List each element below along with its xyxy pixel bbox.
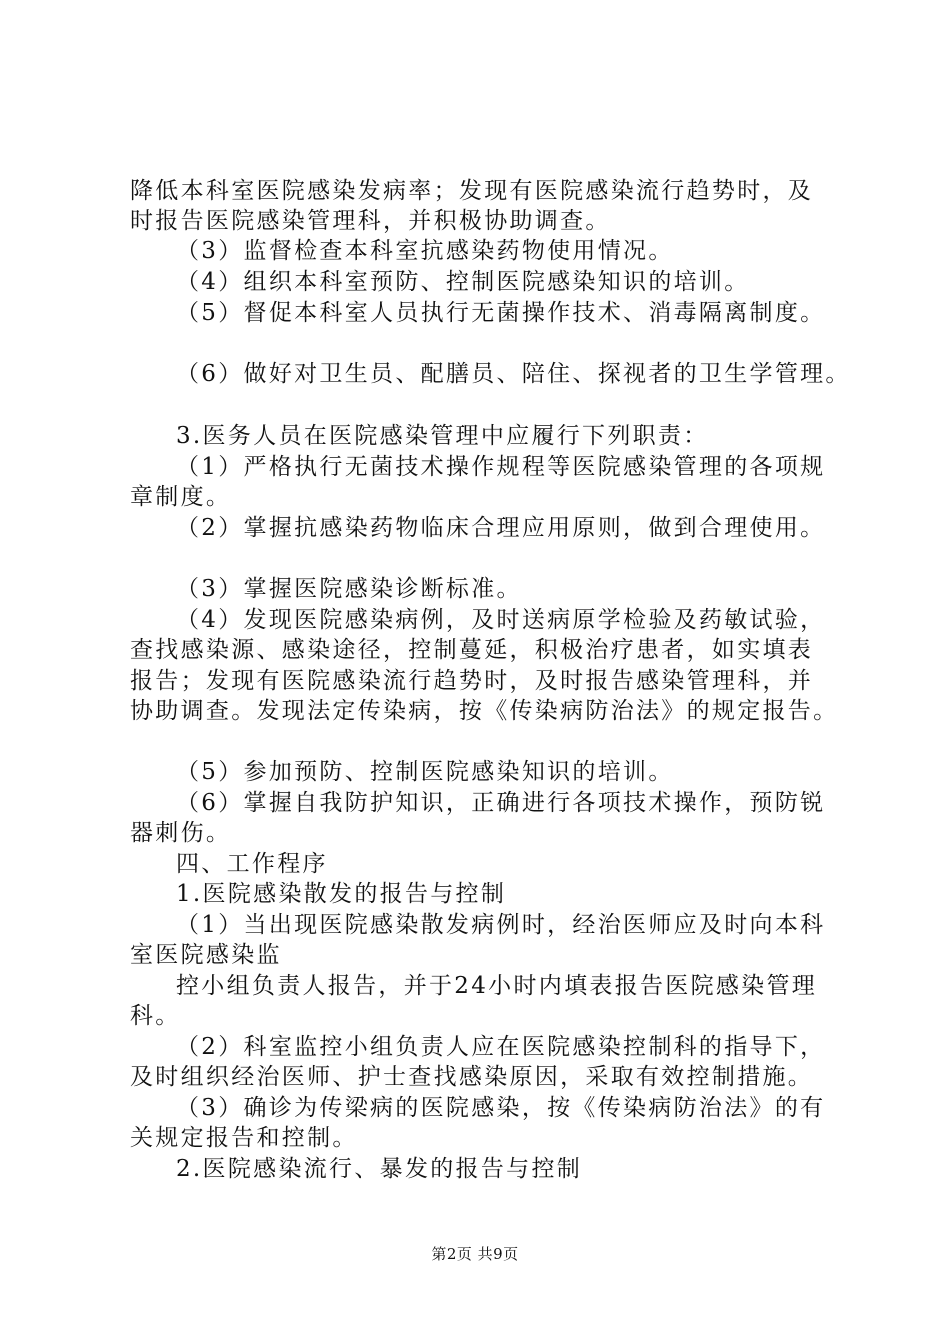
text-line: （3）掌握医院感染诊断标准。 <box>176 576 522 602</box>
text-line: 协助调查。发现法定传染病，按《传染病防治法》的规定报告。 <box>130 698 839 724</box>
text-line: 器刺伤。 <box>130 820 232 846</box>
text-line: 室医院感染监 <box>130 942 282 968</box>
text-line: 3.医务人员在医院感染管理中应履行下列职责： <box>176 423 709 449</box>
text-line: 关规定报告和控制。 <box>130 1125 358 1151</box>
text-line: （3）确诊为传梁病的医院感染，按《传染病防治法》的有 <box>176 1095 826 1121</box>
text-line: 降低本科室医院感染发病率；发现有医院感染流行趋势时，及 <box>130 178 814 204</box>
subsection-heading: 2.医院感染流行、暴发的报告与控制 <box>176 1156 583 1182</box>
text-line: 章制度。 <box>130 484 232 510</box>
text-line: （1）严格执行无菌技术操作规程等医院感染管理的各项规 <box>176 454 826 480</box>
text-line: 查找感染源、感染途径，控制蔓延，积极治疗患者，如实填表 <box>130 637 814 663</box>
text-line: （4）发现医院感染病例，及时送病原学检验及药敏试验， <box>176 607 826 633</box>
text-line: 控小组负责人报告，并于24小时内填表报告医院感染管理 <box>176 973 818 999</box>
text-line: （5）督促本科室人员执行无菌操作技术、消毒隔离制度。 <box>176 300 826 326</box>
text-line: （1）当出现医院感染散发病例时，经治医师应及时向本科 <box>176 912 826 938</box>
text-line: （6）做好对卫生员、配膳员、陪住、探视者的卫生学管理。 <box>176 361 851 387</box>
text-line: （2）科室监控小组负责人应在医院感染控制科的指导下， <box>176 1034 826 1060</box>
text-line: 报告；发现有医院感染流行趋势时，及时报告感染管理科，并 <box>130 668 814 694</box>
text-line: （3）监督检查本科室抗感染药物使用情况。 <box>176 238 674 264</box>
text-line: 科。 <box>130 1003 181 1029</box>
subsection-heading: 1.医院感染散发的报告与控制 <box>176 881 507 907</box>
page-number: 第2页 共9页 <box>431 1245 519 1263</box>
text-line: （6）掌握自我防护知识，正确进行各项技术操作，预防锐 <box>176 790 826 816</box>
text-line: （5）参加预防、控制医院感染知识的培训。 <box>176 759 674 785</box>
text-line: （4）组织本科室预防、控制医院感染知识的培训。 <box>176 269 750 295</box>
text-line: 时报告医院感染管理科，并积极协助调查。 <box>130 208 611 234</box>
text-line: 及时组织经治医师、护士查找感染原因，采取有效控制措施。 <box>130 1064 814 1090</box>
section-heading: 四、工作程序 <box>176 851 328 877</box>
text-line: （2）掌握抗感染药物临床合理应用原则，做到合理使用。 <box>176 515 826 541</box>
